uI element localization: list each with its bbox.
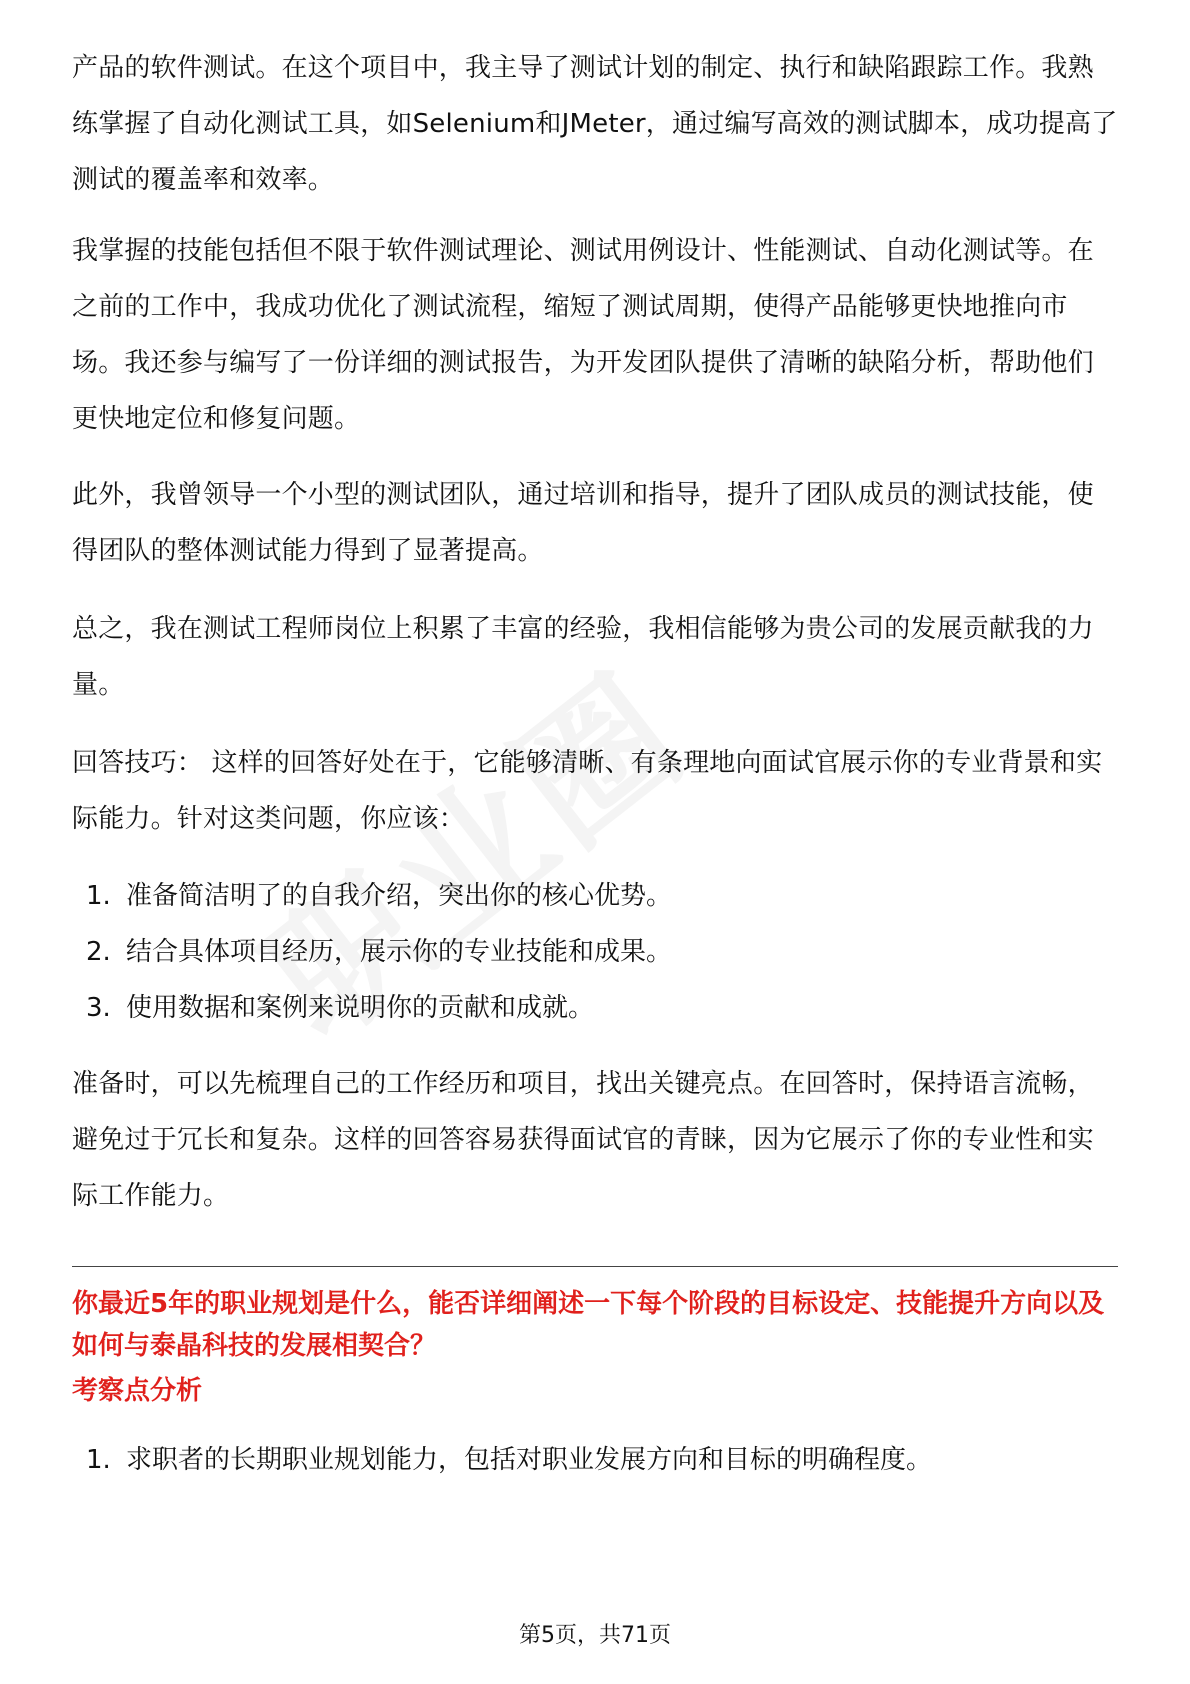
paragraph-skills: 我掌握的技能包括但不限于软件测试理论、测试用例设计、性能测试、自动化测试等。在之前的工作中，我成功优化了测试流程，缩短了测试周期，使得产品能够更快地推向市场。我还参与编写了一份详细的测试报告，为开发团队提供了清晰的缺陷分析，帮助他们更快地定位和修复问题。 xyxy=(72,236,1094,434)
paragraph-answer-tips: 回答技巧： 这样的回答好处在于，它能够清晰、有条理地向面试官展示你的专业背景和实际能力。针对这类问题，你应该： xyxy=(72,748,1103,834)
analysis-heading: 考察点分析 xyxy=(72,1376,203,1406)
list-item-number: 1. xyxy=(86,1445,111,1475)
list-item xyxy=(72,1432,1118,1488)
list-item-text: 求职者的长期职业规划能力，包括对职业发展方向和目标的明确程度。 xyxy=(126,1445,933,1475)
page-footer: 第5页，共71页 xyxy=(519,1623,671,1648)
analysis-list xyxy=(72,1432,1118,1488)
list-item-number: 1. xyxy=(86,881,111,911)
list-item xyxy=(72,980,1118,1036)
tips-list xyxy=(72,868,1118,1036)
list-item xyxy=(72,924,1118,980)
paragraph-preparation: 准备时，可以先梳理自己的工作经历和项目，找出关键亮点。在回答时，保持语言流畅，避免过于冗长和复杂。这样的回答容易获得面试官的青睐，因为它展示了你的专业性和实际工作能力。 xyxy=(72,1069,1094,1211)
list-item-number: 3. xyxy=(86,993,111,1023)
paragraph-team-lead: 此外，我曾领导一个小型的测试团队，通过培训和指导，提升了团队成员的测试技能，使得团队的整体测试能力得到了显著提高。 xyxy=(72,480,1094,566)
list-item-text: 使用数据和案例来说明你的贡献和成就。 xyxy=(126,993,595,1023)
list-item-text: 结合具体项目经历，展示你的专业技能和成果。 xyxy=(126,937,673,967)
paragraph-project-experience: 产品的软件测试。在这个项目中，我主导了测试计划的制定、执行和缺陷跟踪工作。我熟练掌握了自动化测试工具，如Selenium和JMeter，通过编写高效的测试脚本，成功提高了测试的覆盖率和效率。 xyxy=(72,53,1118,195)
interview-question: 你最近5年的职业规划是什么，能否详细阐述一下每个阶段的目标设定、技能提升方向以及如何与泰晶科技的发展相契合？ xyxy=(72,1289,1105,1361)
list-item-text: 准备简洁明了的自我介绍，突出你的核心优势。 xyxy=(126,881,673,911)
list-item-number: 2. xyxy=(86,937,111,967)
list-item xyxy=(72,868,1118,924)
paragraph-summary: 总之，我在测试工程师岗位上积累了丰富的经验，我相信能够为贵公司的发展贡献我的力量。 xyxy=(72,614,1094,700)
document-page xyxy=(72,0,1118,1684)
section-divider xyxy=(72,1266,1118,1267)
